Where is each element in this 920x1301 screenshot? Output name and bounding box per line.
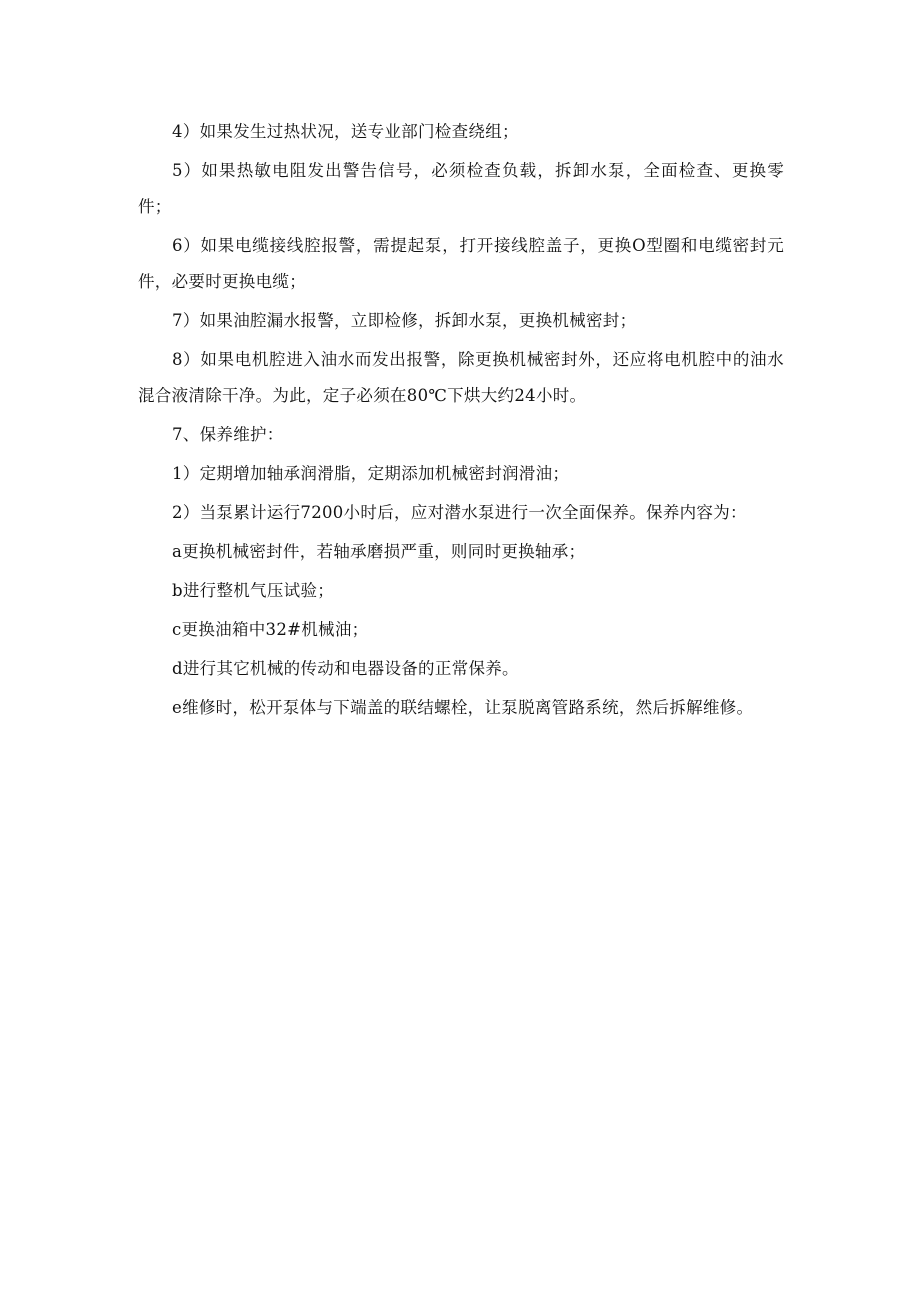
paragraph-motor-chamber: 8）如果电机腔进入油水而发出报警，除更换机械密封外，还应将电机腔中的油水混合液清除干净。为此，定子必须在80℃下烘大约24小时。 [138, 350, 784, 405]
list-item-a: a更换机械密封件，若轴承磨损严重，则同时更换轴承； [172, 542, 586, 561]
document-body [138, 114, 784, 726]
paragraph-thermistor: 5）如果热敏电阻发出警告信号，必须检查负载，拆卸水泵，全面检查、更换零件； [138, 161, 784, 216]
list-item-b: b进行整机气压试验； [172, 581, 335, 600]
paragraph-overhaul: 2）当泵累计运行7200小时后，应对潜水泵进行一次全面保养。保养内容为： [172, 503, 747, 522]
paragraph-oil-chamber: 7）如果油腔漏水报警，立即检修，拆卸水泵，更换机械密封； [172, 311, 637, 330]
paragraph-overheat: 4）如果发生过热状况，送专业部门检查绕组； [172, 122, 519, 141]
list-item-c: c更换油箱中32#机械油； [172, 620, 369, 639]
list-item-e: e维修时，松开泵体与下端盖的联结螺栓，让泵脱离管路系统，然后拆解维修。 [172, 698, 754, 717]
paragraph-cable-chamber: 6）如果电缆接线腔报警，需提起泵，打开接线腔盖子，更换O型圈和电缆密封元件，必要时更换电缆； [138, 236, 784, 291]
paragraph-lubrication: 1）定期增加轴承润滑脂，定期添加机械密封润滑油； [172, 464, 570, 483]
list-item-d: d进行其它机械的传动和电器设备的正常保养。 [172, 659, 519, 678]
section-heading-maintenance: 7、保养维护： [172, 425, 284, 444]
